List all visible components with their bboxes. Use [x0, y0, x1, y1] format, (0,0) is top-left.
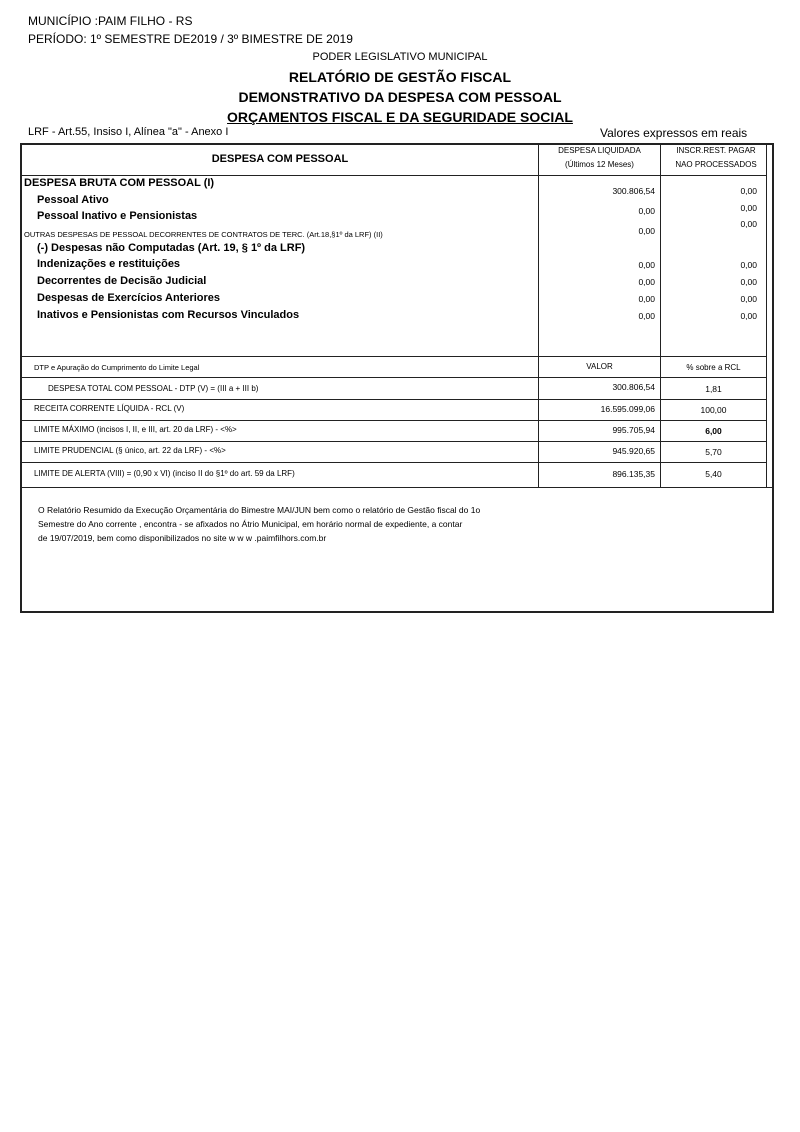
- limit-row-label: RECEITA CORRENTE LÍQUIDA - RCL (V): [34, 404, 185, 413]
- section-divider: [21, 356, 766, 357]
- row-liq-indenizacoes: 0,00: [638, 260, 655, 270]
- limit-row-label: LIMITE PRUDENCIAL (§ único, art. 22 da LRF) - <%>: [34, 446, 226, 455]
- header-divider: [21, 175, 766, 176]
- column-header-liquidada: DESPESA LIQUIDADA: [558, 146, 641, 155]
- periodo-text: PERÍODO: 1º SEMESTRE DE2019 / 3º BIMESTRE DE 2019: [28, 32, 353, 46]
- note-line-2: Semestre do Ano corrente , encontra - se afixados no Átrio Municipal, em horário normal de expediente, a contar: [38, 519, 463, 529]
- municipio-text: MUNICÍPIO :PAIM FILHO - RS: [28, 14, 193, 28]
- row-label-decisao-judicial: Decorrentes de Decisão Judicial: [37, 275, 207, 287]
- limit-row-valor: 300.806,54: [612, 382, 655, 392]
- valores-note: Valores expressos em reais: [600, 126, 748, 140]
- row-liq-outras: 0,00: [638, 226, 655, 236]
- limit-row-pct: 5,70: [705, 447, 722, 457]
- limit-row-pct: 5,40: [705, 469, 722, 479]
- report-subtitle-2: ORÇAMENTOS FISCAL E DA SEGURIDADE SOCIAL: [227, 109, 573, 125]
- note-line-1: O Relatório Resumido da Execução Orçamentária do Bimestre MAI/JUN bem como o relatório de Gestão fiscal do 1o: [38, 505, 481, 515]
- limit-row-pct: 6,00: [705, 426, 722, 436]
- row-label-pessoal-ativo: Pessoal Ativo: [37, 194, 109, 206]
- limit-row-valor: 16.595.099,06: [600, 404, 655, 414]
- row-rest-bruta: 0,00: [740, 186, 757, 196]
- row-label-indenizacoes: Indenizações e restituições: [37, 258, 181, 270]
- row-rest-inativos-vinculados: 0,00: [740, 311, 757, 321]
- column-header-liquidada-sub: (Últimos 12 Meses): [565, 160, 634, 169]
- poder-text: PODER LEGISLATIVO MUNICIPAL: [312, 51, 488, 63]
- limit-row-pct: 100,00: [700, 405, 727, 415]
- row-liq-inativo: 0,00: [638, 206, 655, 216]
- limits-head-divider: [21, 377, 766, 378]
- row-liq-decisao-judicial: 0,00: [638, 277, 655, 287]
- row-label-exercicios-anteriores: Despesas de Exercícios Anteriores: [37, 292, 221, 304]
- limits-header-valor: VALOR: [586, 362, 613, 371]
- row-rest-inativo: 0,00: [740, 219, 757, 229]
- limit-row-valor: 896.135,35: [612, 469, 655, 479]
- row-rest-decisao-judicial: 0,00: [740, 277, 757, 287]
- row-label-inativos-vinculados: Inativos e Pensionistas com Recursos Vinculados: [37, 309, 300, 321]
- column-header-restos-sub: NAO PROCESSADOS: [675, 160, 757, 169]
- limit-row-pct: 1,81: [705, 384, 722, 394]
- lrf-reference: LRF - Art.55, Insiso I, Alínea "a" - Anexo I: [28, 126, 229, 138]
- row-label-outras: OUTRAS DESPESAS DE PESSOAL DECORRENTES DE CONTRATOS DE TERC. (Art.18,§1º da LRF) (II): [24, 230, 383, 239]
- limit-row-label: DESPESA TOTAL COM PESSOAL - DTP (V) = (III a + III b): [48, 384, 259, 393]
- row-label-inativo: Pessoal Inativo e Pensionistas: [37, 210, 198, 222]
- limits-bottom-divider: [21, 487, 773, 488]
- row-liq-inativos-vinculados: 0,00: [638, 311, 655, 321]
- row-label-bruta: DESPESA BRUTA COM PESSOAL (I): [24, 177, 215, 189]
- row-liq-bruta: 300.806,54: [612, 186, 655, 196]
- report-title: RELATÓRIO DE GESTÃO FISCAL: [288, 69, 512, 85]
- column-header-restos: INSCR.REST. PAGAR: [676, 146, 756, 155]
- row-rest-exercicios-anteriores: 0,00: [740, 294, 757, 304]
- column-header-despesa: DESPESA COM PESSOAL: [211, 153, 349, 165]
- limits-row-divider: [21, 441, 766, 442]
- limit-row-valor: 995.705,94: [612, 425, 655, 435]
- limits-row-divider: [21, 399, 766, 400]
- row-rest-indenizacoes: 0,00: [740, 260, 757, 270]
- row-label-nao-computadas: (-) Despesas não Computadas (Art. 19, § 1º da LRF): [37, 242, 306, 254]
- limit-row-valor: 945.920,65: [612, 446, 655, 456]
- limits-header-pct: % sobre a RCL: [686, 363, 741, 372]
- limit-row-label: LIMITE MÁXIMO (incisos I, II, e III, art. 20 da LRF) - <%>: [34, 425, 237, 434]
- row-rest-pessoal-ativo: 0,00: [740, 203, 757, 213]
- limits-row-divider: [21, 462, 766, 463]
- note-line-3: de 19/07/2019, bem como disponibilizados no site w w w .paimfilhors.com.br: [38, 533, 327, 543]
- limit-row-label: LIMITE DE ALERTA (VIII) = (0,90 x VI) (inciso II do §1º do art. 59 da LRF): [34, 469, 295, 478]
- report-subtitle: DEMONSTRATIVO DA DESPESA COM PESSOAL: [238, 89, 562, 105]
- limits-row-divider: [21, 420, 766, 421]
- limits-header-label: DTP e Apuração do Cumprimento do Limite Legal: [34, 363, 200, 372]
- column-divider-3: [766, 144, 767, 488]
- row-liq-exercicios-anteriores: 0,00: [638, 294, 655, 304]
